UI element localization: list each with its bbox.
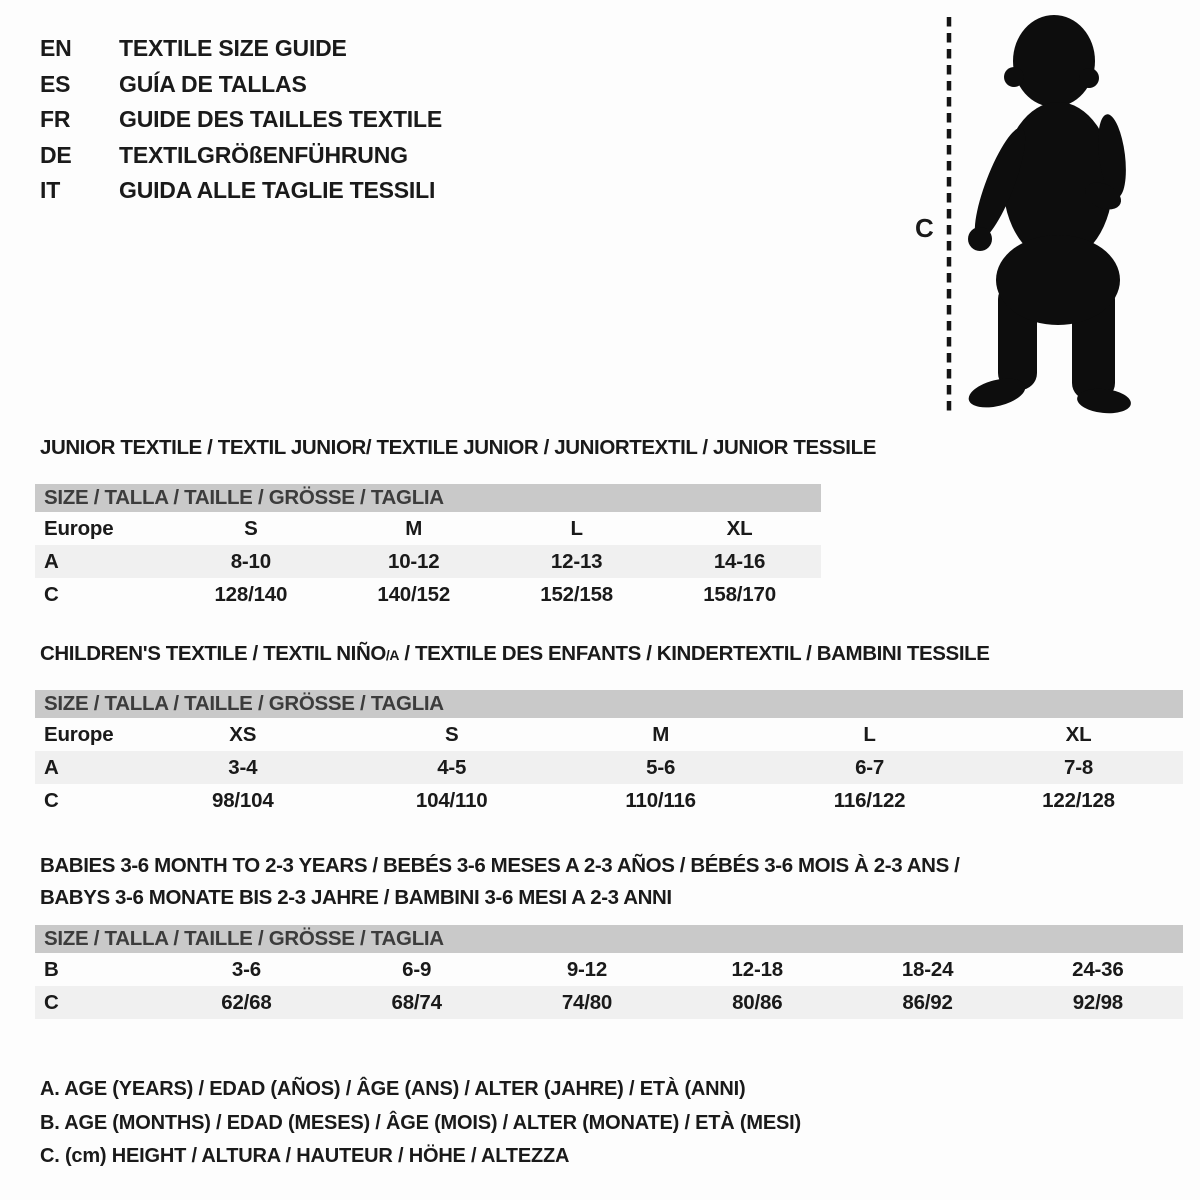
footnotes xyxy=(40,1073,801,1174)
table-row xyxy=(35,986,1183,1019)
children-title-pre: CHILDREN'S TEXTILE / TEXTIL NIÑO xyxy=(40,642,386,665)
footnote-c: C. (cm) HEIGHT / ALTURA / HAUTEUR / HÖHE / ALTEZZA xyxy=(40,1145,570,1167)
lang-title-fr: GUIDE DES TAILLES TEXTILE xyxy=(119,106,442,133)
babies-title-line2: BABYS 3-6 MONATE BIS 2-3 JAHRE / BAMBINI 3-6 MESI A 2-3 ANNI xyxy=(40,886,672,909)
age-cell: 18-24 xyxy=(901,957,954,981)
row-label: B xyxy=(44,957,59,981)
lang-code-en: EN xyxy=(40,35,72,62)
footnote-a: A. AGE (YEARS) / EDAD (AÑOS) / ÂGE (ANS) / ALTER (JAHRE) / ETÀ (ANNI) xyxy=(40,1078,746,1100)
size-cell: XL xyxy=(1065,722,1092,746)
height-cell: 110/116 xyxy=(625,788,696,812)
lang-title-it: GUIDA ALLE TAGLIE TESSILI xyxy=(119,177,436,204)
age-cell: 3-6 xyxy=(231,957,261,981)
row-label: A xyxy=(44,549,59,573)
age-cell: 6-9 xyxy=(402,957,432,981)
size-cell: M xyxy=(652,722,670,746)
age-cell: 8-10 xyxy=(230,549,271,573)
age-cell: 10-12 xyxy=(388,549,440,573)
height-cell: 68/74 xyxy=(391,990,442,1014)
children-section-title xyxy=(40,642,990,666)
height-cell: 116/122 xyxy=(833,788,906,812)
height-cell: 98/104 xyxy=(212,788,274,812)
table-row xyxy=(35,545,821,578)
height-cell: 152/158 xyxy=(540,582,613,606)
height-cell: 122/128 xyxy=(1042,788,1115,812)
age-cell: 3-4 xyxy=(228,755,258,779)
height-cell: 74/80 xyxy=(561,990,613,1014)
age-cell: 12-13 xyxy=(550,549,603,573)
size-cell: L xyxy=(570,516,583,540)
height-cell: 80/86 xyxy=(732,990,783,1014)
height-dashed-line xyxy=(944,15,954,415)
size-cell: S xyxy=(444,722,459,746)
height-cell: 92/98 xyxy=(1072,990,1123,1014)
age-cell: 9-12 xyxy=(566,957,608,981)
lang-title-de: TEXTILGRÖßENFÜHRUNG xyxy=(119,141,408,168)
size-cell: XL xyxy=(726,516,753,540)
footnote-b: B. AGE (MONTHS) / EDAD (MESES) / ÂGE (MOIS) / ALTER (MONATE) / ETÀ (MESI) xyxy=(40,1111,801,1134)
age-cell: 24-36 xyxy=(1072,957,1124,981)
height-cell: 140/152 xyxy=(377,582,451,606)
row-label: A xyxy=(44,755,59,779)
table-row xyxy=(35,718,1183,751)
children-title-sub: /A xyxy=(385,647,400,663)
height-cell: 86/92 xyxy=(902,990,953,1014)
table-row xyxy=(35,784,1183,817)
age-cell: 7-8 xyxy=(1064,755,1094,779)
height-cell: 104/110 xyxy=(415,788,488,812)
age-cell: 14-16 xyxy=(713,549,766,573)
children-size-table xyxy=(35,690,1183,817)
table-row xyxy=(35,512,821,545)
lang-code-fr: FR xyxy=(40,106,71,133)
size-cell: S xyxy=(244,516,258,540)
row-label: C xyxy=(44,788,59,812)
lang-row-fr xyxy=(40,102,442,138)
size-cell: M xyxy=(405,516,423,540)
table-row xyxy=(35,953,1183,986)
junior-size-table xyxy=(35,484,821,611)
row-label: C xyxy=(44,582,59,606)
junior-table-header: SIZE / TALLA / TAILLE / GRÖSSE / TAGLIA xyxy=(35,484,821,512)
babies-size-table xyxy=(35,925,1183,1019)
lang-title-en: TEXTILE SIZE GUIDE xyxy=(119,35,347,62)
babies-title-line1: BABIES 3-6 MONTH TO 2-3 YEARS / BEBÉS 3-6 MESES A 2-3 AÑOS / BÉBÉS 3-6 MOIS À 2-3 ANS / xyxy=(40,854,960,877)
lang-row-es xyxy=(40,67,442,103)
row-label: C xyxy=(44,990,59,1014)
height-measure-label: C xyxy=(915,213,934,243)
junior-section-title: JUNIOR TEXTILE / TEXTIL JUNIOR/ TEXTILE JUNIOR / JUNIORTEXTIL / JUNIOR TESSILE xyxy=(40,436,876,459)
age-cell: 4-5 xyxy=(437,755,467,779)
baby-toddler-silhouette-icon xyxy=(966,14,1134,416)
lang-code-de: DE xyxy=(40,141,72,168)
lang-title-es: GUÍA DE TALLAS xyxy=(119,70,307,97)
lang-row-de xyxy=(40,138,442,174)
row-label: Europe xyxy=(44,722,114,746)
height-cell: 62/68 xyxy=(221,990,272,1014)
children-title-post: / TEXTILE DES ENFANTS / KINDERTEXTIL / BAMBINI TESSILE xyxy=(399,642,990,665)
babies-section-title xyxy=(40,850,959,914)
age-cell: 12-18 xyxy=(731,957,783,981)
lang-code-es: ES xyxy=(40,70,71,97)
size-cell: L xyxy=(863,722,876,746)
height-cell: 158/170 xyxy=(703,582,776,606)
lang-row-it xyxy=(40,173,442,209)
height-cell: 128/140 xyxy=(214,582,288,606)
row-label: Europe xyxy=(44,516,114,540)
age-cell: 5-6 xyxy=(646,755,676,779)
lang-code-it: IT xyxy=(40,177,61,204)
language-title-block xyxy=(40,31,442,209)
lang-row-en xyxy=(40,31,442,67)
table-row xyxy=(35,578,821,611)
size-cell: XS xyxy=(229,722,257,746)
table-row xyxy=(35,751,1183,784)
children-table-header: SIZE / TALLA / TAILLE / GRÖSSE / TAGLIA xyxy=(35,690,1183,718)
babies-table-header: SIZE / TALLA / TAILLE / GRÖSSE / TAGLIA xyxy=(35,925,1183,953)
age-cell: 6-7 xyxy=(855,755,885,779)
